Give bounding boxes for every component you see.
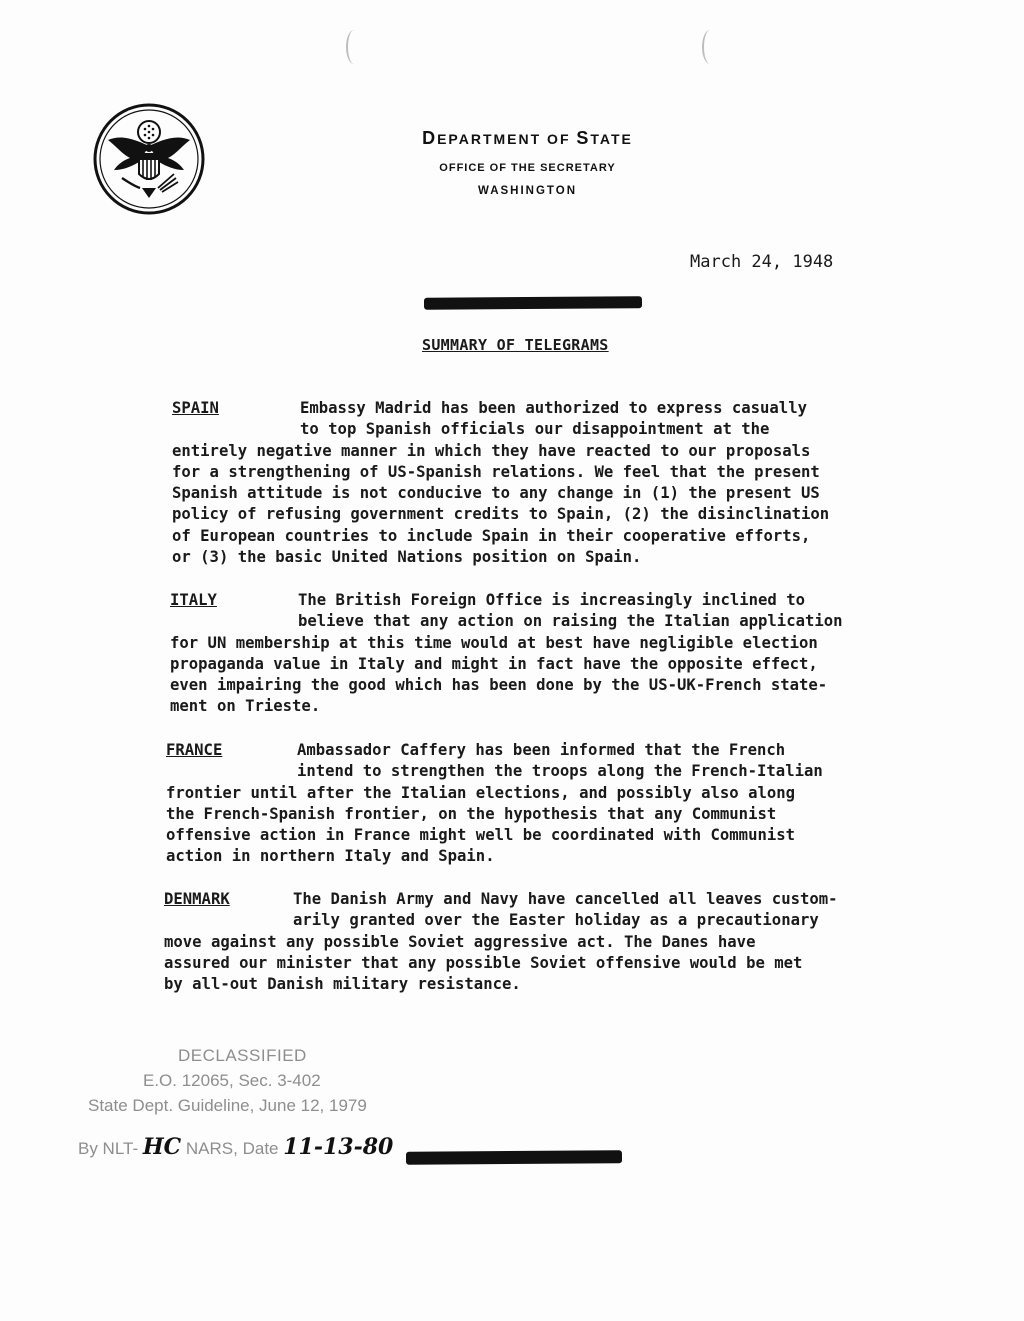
section-line: Embassy Madrid has been authorized to express casually [300, 399, 807, 417]
section-line: entirely negative manner in which they have reacted to our proposals [172, 441, 811, 460]
declassified-initials-signature: HC [142, 1134, 182, 1160]
letterhead-department: DEPARTMENT OF STATE [422, 128, 633, 148]
section-label: FRANCE [166, 741, 223, 759]
section-italy [170, 590, 930, 718]
section-line: frontier until after the Italian elections, and possibly also along [166, 783, 796, 802]
section-label: DENMARK [164, 890, 230, 908]
punch-hole-mark-right [702, 30, 718, 64]
document-title: SUMMARY OF TELEGRAMS [422, 336, 609, 354]
section-france [166, 740, 926, 868]
section-line: even impairing the good which has been done by the US-UK-French state- [170, 676, 828, 695]
section-line: intend to strengthen the troops along the French-Italian [297, 762, 823, 781]
declassified-by-label: By NLT- [78, 1139, 139, 1158]
section-line: ment on Trieste. [170, 697, 321, 716]
section-spain [172, 398, 932, 568]
declassified-stamp-guideline: State Dept. Guideline, June 12, 1979 [88, 1096, 367, 1115]
redacted-classification-top [424, 296, 642, 310]
punch-hole-mark-left [346, 30, 362, 64]
declassified-nars-label: NARS, Date [185, 1139, 279, 1158]
section-line: policy of refusing government credits to Spain, (2) the disinclination [172, 505, 830, 524]
section-line: believe that any action on raising the Italian application [298, 612, 843, 631]
section-line: Ambassador Caffery has been informed that the French [297, 741, 786, 759]
section-line: propaganda value in Italy and might in fact have the opposite effect, [170, 654, 818, 673]
section-line: by all-out Danish military resistance. [164, 975, 521, 994]
declassified-date-signature: 11-13-80 [283, 1134, 394, 1160]
declassified-stamp-title: DECLASSIFIED [178, 1046, 307, 1065]
section-line: arily granted over the Easter holiday as a precautionary [293, 911, 819, 930]
declassified-stamp-eo: E.O. 12065, Sec. 3-402 [143, 1071, 321, 1090]
section-line: Spanish attitude is not conducive to any change in (1) the present US [172, 484, 820, 503]
letterhead-city: WASHINGTON [477, 185, 577, 197]
redacted-classification-bottom [406, 1150, 622, 1165]
section-line: The Danish Army and Navy have cancelled all leaves custom- [293, 890, 838, 908]
section-line: the French-Spanish frontier, on the hypothesis that any Communist [166, 804, 777, 823]
letterhead-office: OFFICE OF THE SECRETARY [439, 162, 616, 174]
department-seal-icon [92, 102, 206, 216]
section-line: move against any possible Soviet aggressive act. The Danes have [164, 932, 756, 951]
section-label: SPAIN [172, 399, 219, 417]
section-line: for UN membership at this time would at best have negligible election [170, 633, 818, 652]
section-denmark [164, 889, 924, 995]
section-line: The British Foreign Office is increasingly inclined to [298, 591, 805, 609]
section-line: or (3) the basic United Nations position on Spain. [172, 548, 642, 567]
section-line: offensive action in France might well be coordinated with Communist [166, 826, 796, 845]
section-line: for a strengthening of US-Spanish relations. We feel that the present [172, 462, 820, 481]
section-label: ITALY [170, 591, 217, 609]
declassified-stamp-authority [78, 1134, 393, 1160]
section-line: of European countries to include Spain in their cooperative efforts, [172, 526, 811, 545]
section-line: assured our minister that any possible Soviet offensive would be met [164, 953, 803, 972]
document-date: March 24, 1948 [690, 252, 834, 272]
section-line: action in northern Italy and Spain. [166, 847, 495, 866]
section-line: to top Spanish officials our disappointment at the [300, 420, 770, 439]
